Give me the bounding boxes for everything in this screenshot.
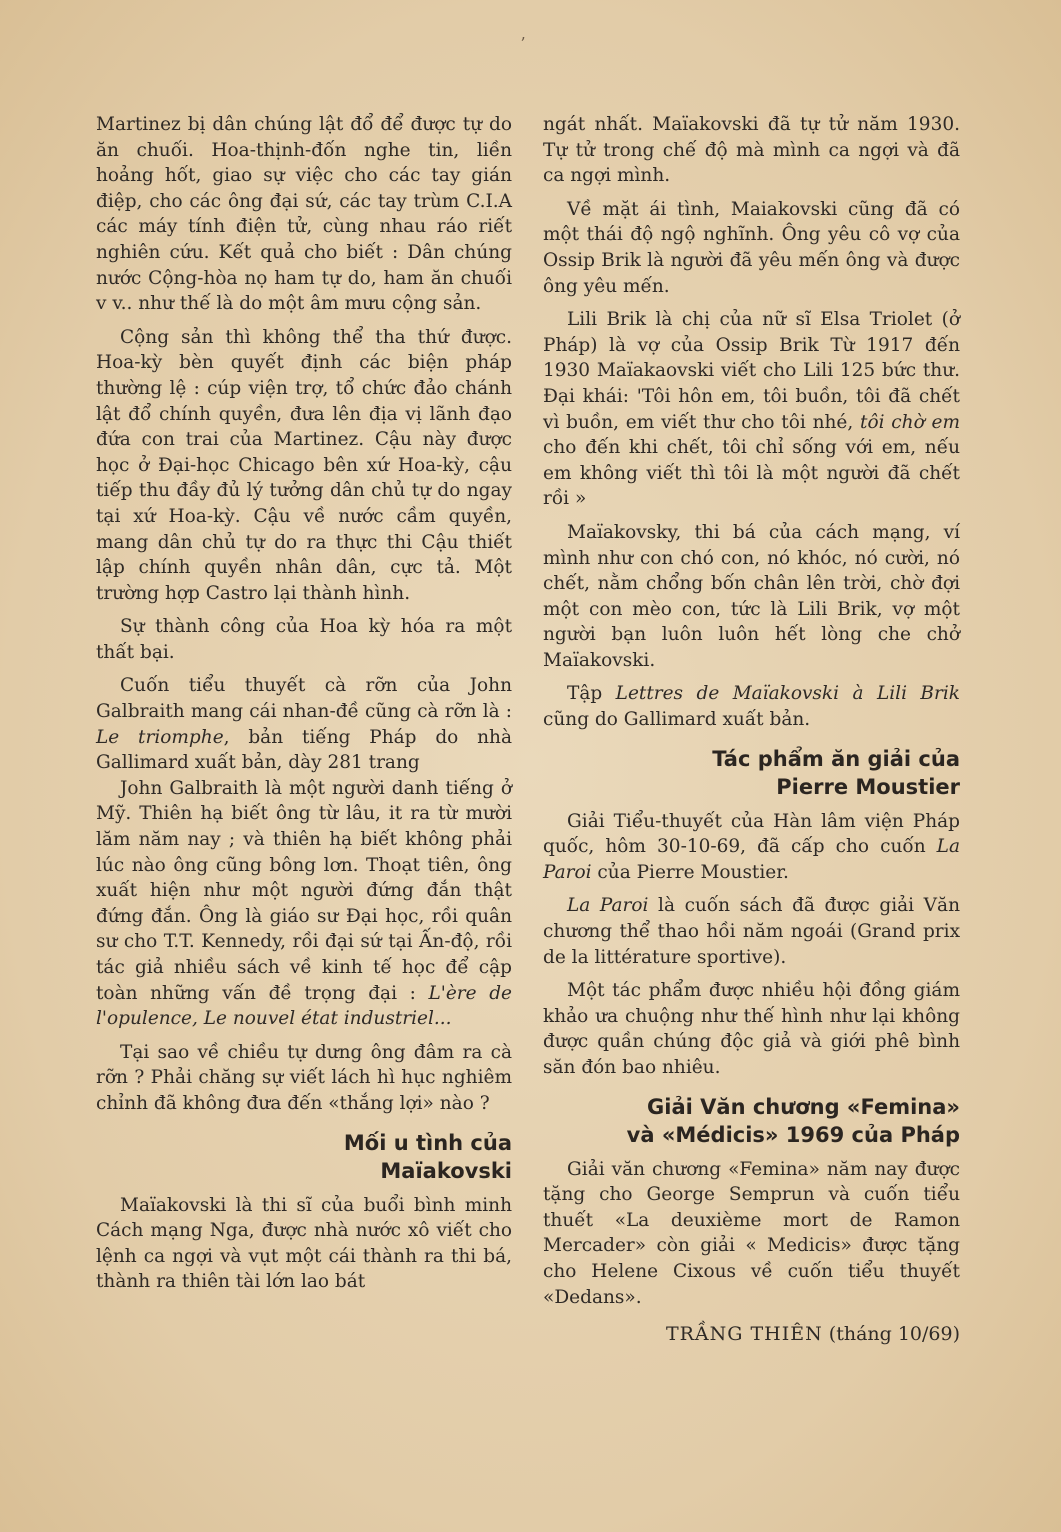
heading-line: và «Médicis» 1969 của Pháp — [626, 1122, 960, 1147]
paragraph: Martinez bị dân chúng lật đổ để được tự do ăn chuối. Hoa-thịnh-đốn nghe tin, liền hoảng hốt, giao sự việc cho các tay gián điệp, cho các ông đại sứ, các tay trùm C.I.A các máy tính điện tử, cùng nhau ráo riết nghiên cứu. Kết quả cho biết : Dân chúng nước Cộng-hòa nọ ham tự do, ham ăn chuối v v.. như thế là do một âm mưu cộng sản. — [96, 114, 512, 315]
paragraph: Một tác phẩm được nhiều hội đồng giám khảo ưa chuộng như thế hình như lại không được quần chúng độc giả và giới phê bình săn đón bao nhiêu. — [543, 980, 960, 1078]
paragraph — [543, 809, 960, 886]
section-heading — [543, 1093, 960, 1149]
book-title: Lettres de Maïakovski à Lili Brik — [615, 683, 960, 705]
paragraph: Maïakovsky, thi bá của cách mạng, ví mình như con chó con, nó khóc, nó cười, nó chết, nằm chổng bốn chân lên trời, chờ đợi một con mèo con, tức là Lili Brik, vợ một người bạn luôn luôn hết lòng che chở Maïakovski. — [543, 521, 960, 671]
paragraph — [543, 681, 960, 732]
paragraph: Giải văn chương «Femina» năm nay được tặng cho George Semprun và cuốn tiểu thuết «La deuxième mort de Ramon Mercader» còn giải « Medicis» được tặng cho Helene Cixous về cuốn tiểu thuyết «Dedans». — [543, 1158, 960, 1308]
book-title: La Paroi — [567, 895, 649, 917]
text-run: Lili Brik là chị của nữ sĩ Elsa Triolet (ở Pháp) là vợ của Ossip Brik Từ 1917 đến 1930 Maïakaovski viết cho Lili 125 bức thư. Đại khái: 'Tôi hôn em, tôi buồn, tôi đã chết vì buồn, em viết thư cho tôi nhé, — [543, 309, 960, 433]
heading-line: Pierre Moustier — [776, 774, 960, 799]
paragraph: Sự thành công của Hoa kỳ hóa ra một thất bại. — [96, 616, 512, 663]
text-run: Cuốn tiểu thuyết cà rỡn của John Galbraith mang cái nhan-đề cũng cà rỡn là : — [96, 675, 512, 723]
section-heading — [96, 1129, 512, 1185]
text-run: của Pierre Moustier. — [591, 861, 789, 883]
heading-line: Giải Văn chương «Femina» — [647, 1094, 960, 1119]
paragraph: Về mặt ái tình, Maiakovski cũng đã có một thái độ ngộ nghĩnh. Ông yêu cô vợ của Ossip Brik là người đã yêu mến ông và được ông yêu mến. — [543, 198, 960, 297]
signature — [543, 1322, 960, 1348]
text-run: cũng do Gallimard xuất bản. — [543, 709, 811, 731]
paragraph: Maïakovski là thi sĩ của buổi bình minh Cách mạng Nga, được nhà nước xô viết cho lệnh ca ngợi và vụt một cái thành ra thi bá, thành ra thiên tài lớn lao bát — [96, 1194, 512, 1293]
text-run: , bản tiếng Pháp do nhà Gallimard xuất bản, dày 281 trang — [96, 726, 512, 774]
text-run: là cuốn sách đã được giải Văn chương thể thao hồi năm ngoái (Grand prix de la littérature sportive). — [543, 895, 960, 968]
book-title: La Paroi — [543, 836, 960, 883]
heading-line: Maïakovski — [380, 1158, 512, 1183]
section-heading — [543, 745, 960, 801]
paragraph: ngát nhất. Maïakovski đã tự tử năm 1930. Tự tử trong chế độ mà mình ca ngợi và đã ca ngợi mình. — [543, 114, 960, 187]
paragraph — [543, 307, 960, 512]
right-column — [543, 112, 960, 1348]
book-title: Le triomphe — [96, 726, 224, 748]
left-column — [96, 112, 512, 1303]
heading-line: Mối u tình của — [343, 1130, 512, 1155]
book-title: L'ère de l'opulence, Le nouvel état industriel... — [96, 982, 512, 1030]
heading-line: Tác phẩm ăn giải của — [712, 746, 960, 771]
emphasis: tôi chờ em — [860, 411, 960, 433]
text-run: Tập — [567, 683, 616, 705]
text-run: Giải Tiểu-thuyết của Hàn lâm viện Pháp quốc, hôm 30-10-69, đã cấp cho cuốn — [543, 810, 960, 858]
paragraph — [96, 673, 512, 775]
date-note: (tháng 10/69) — [828, 1323, 960, 1346]
scan-mark: ʼ — [520, 34, 526, 53]
text-run: cho đến khi chết, tôi chỉ sống với em, nếu em không viết thì tôi là một người đã chết rồi » — [543, 437, 960, 510]
paragraph: Tại sao về chiều tự dưng ông đâm ra cà rỡn ? Phải chăng sự viết lách hì hục nghiêm chỉnh đã không đưa đến «thắng lợi» nào ? — [96, 1041, 512, 1114]
text-run: John Galbraith là một người danh tiếng ở Mỹ. Thiên hạ biết ông từ lâu, it ra từ mười lăm năm nay ; và thiên hạ biết không phải lúc nào ông cũng bông lơn. Thoạt tiên, ông xuất hiện như một người đứng đắn thật đứng đắn. Ông là giáo sư Đại học, rồi quân sư cho T.T. Kennedy, rồi đại sứ tại Ấn-độ, rồi tác giả nhiều sách về kinh tế học để cập toàn những vấn đề trọng đại : — [96, 777, 512, 1004]
paragraph — [543, 893, 960, 970]
author-name: TRẦNG THIÊN — [665, 1323, 823, 1346]
paragraph — [96, 776, 512, 1032]
paragraph: Cộng sản thì không thể tha thứ được. Hoa-kỳ bèn quyết định các biện pháp thường lệ : cúp viện trợ, tổ chức đảo chánh lật đổ chính quyền, đưa lên địa vị lãnh đạo đứa con trai của Martinez. Cậu này được học ở Đại-học Chicago bên xứ Hoa-kỳ, cậu tiếp thu đầy đủ lý tưởng dân chủ tự do ngay tại xứ Hoa-kỳ. Cậu về nước cầm quyền, mang dân chủ tự do ra thực thi Cậu thiết lập chính quyền nhân dân, cực tả. Một trường hợp Castro lại thành hình. — [96, 326, 512, 604]
